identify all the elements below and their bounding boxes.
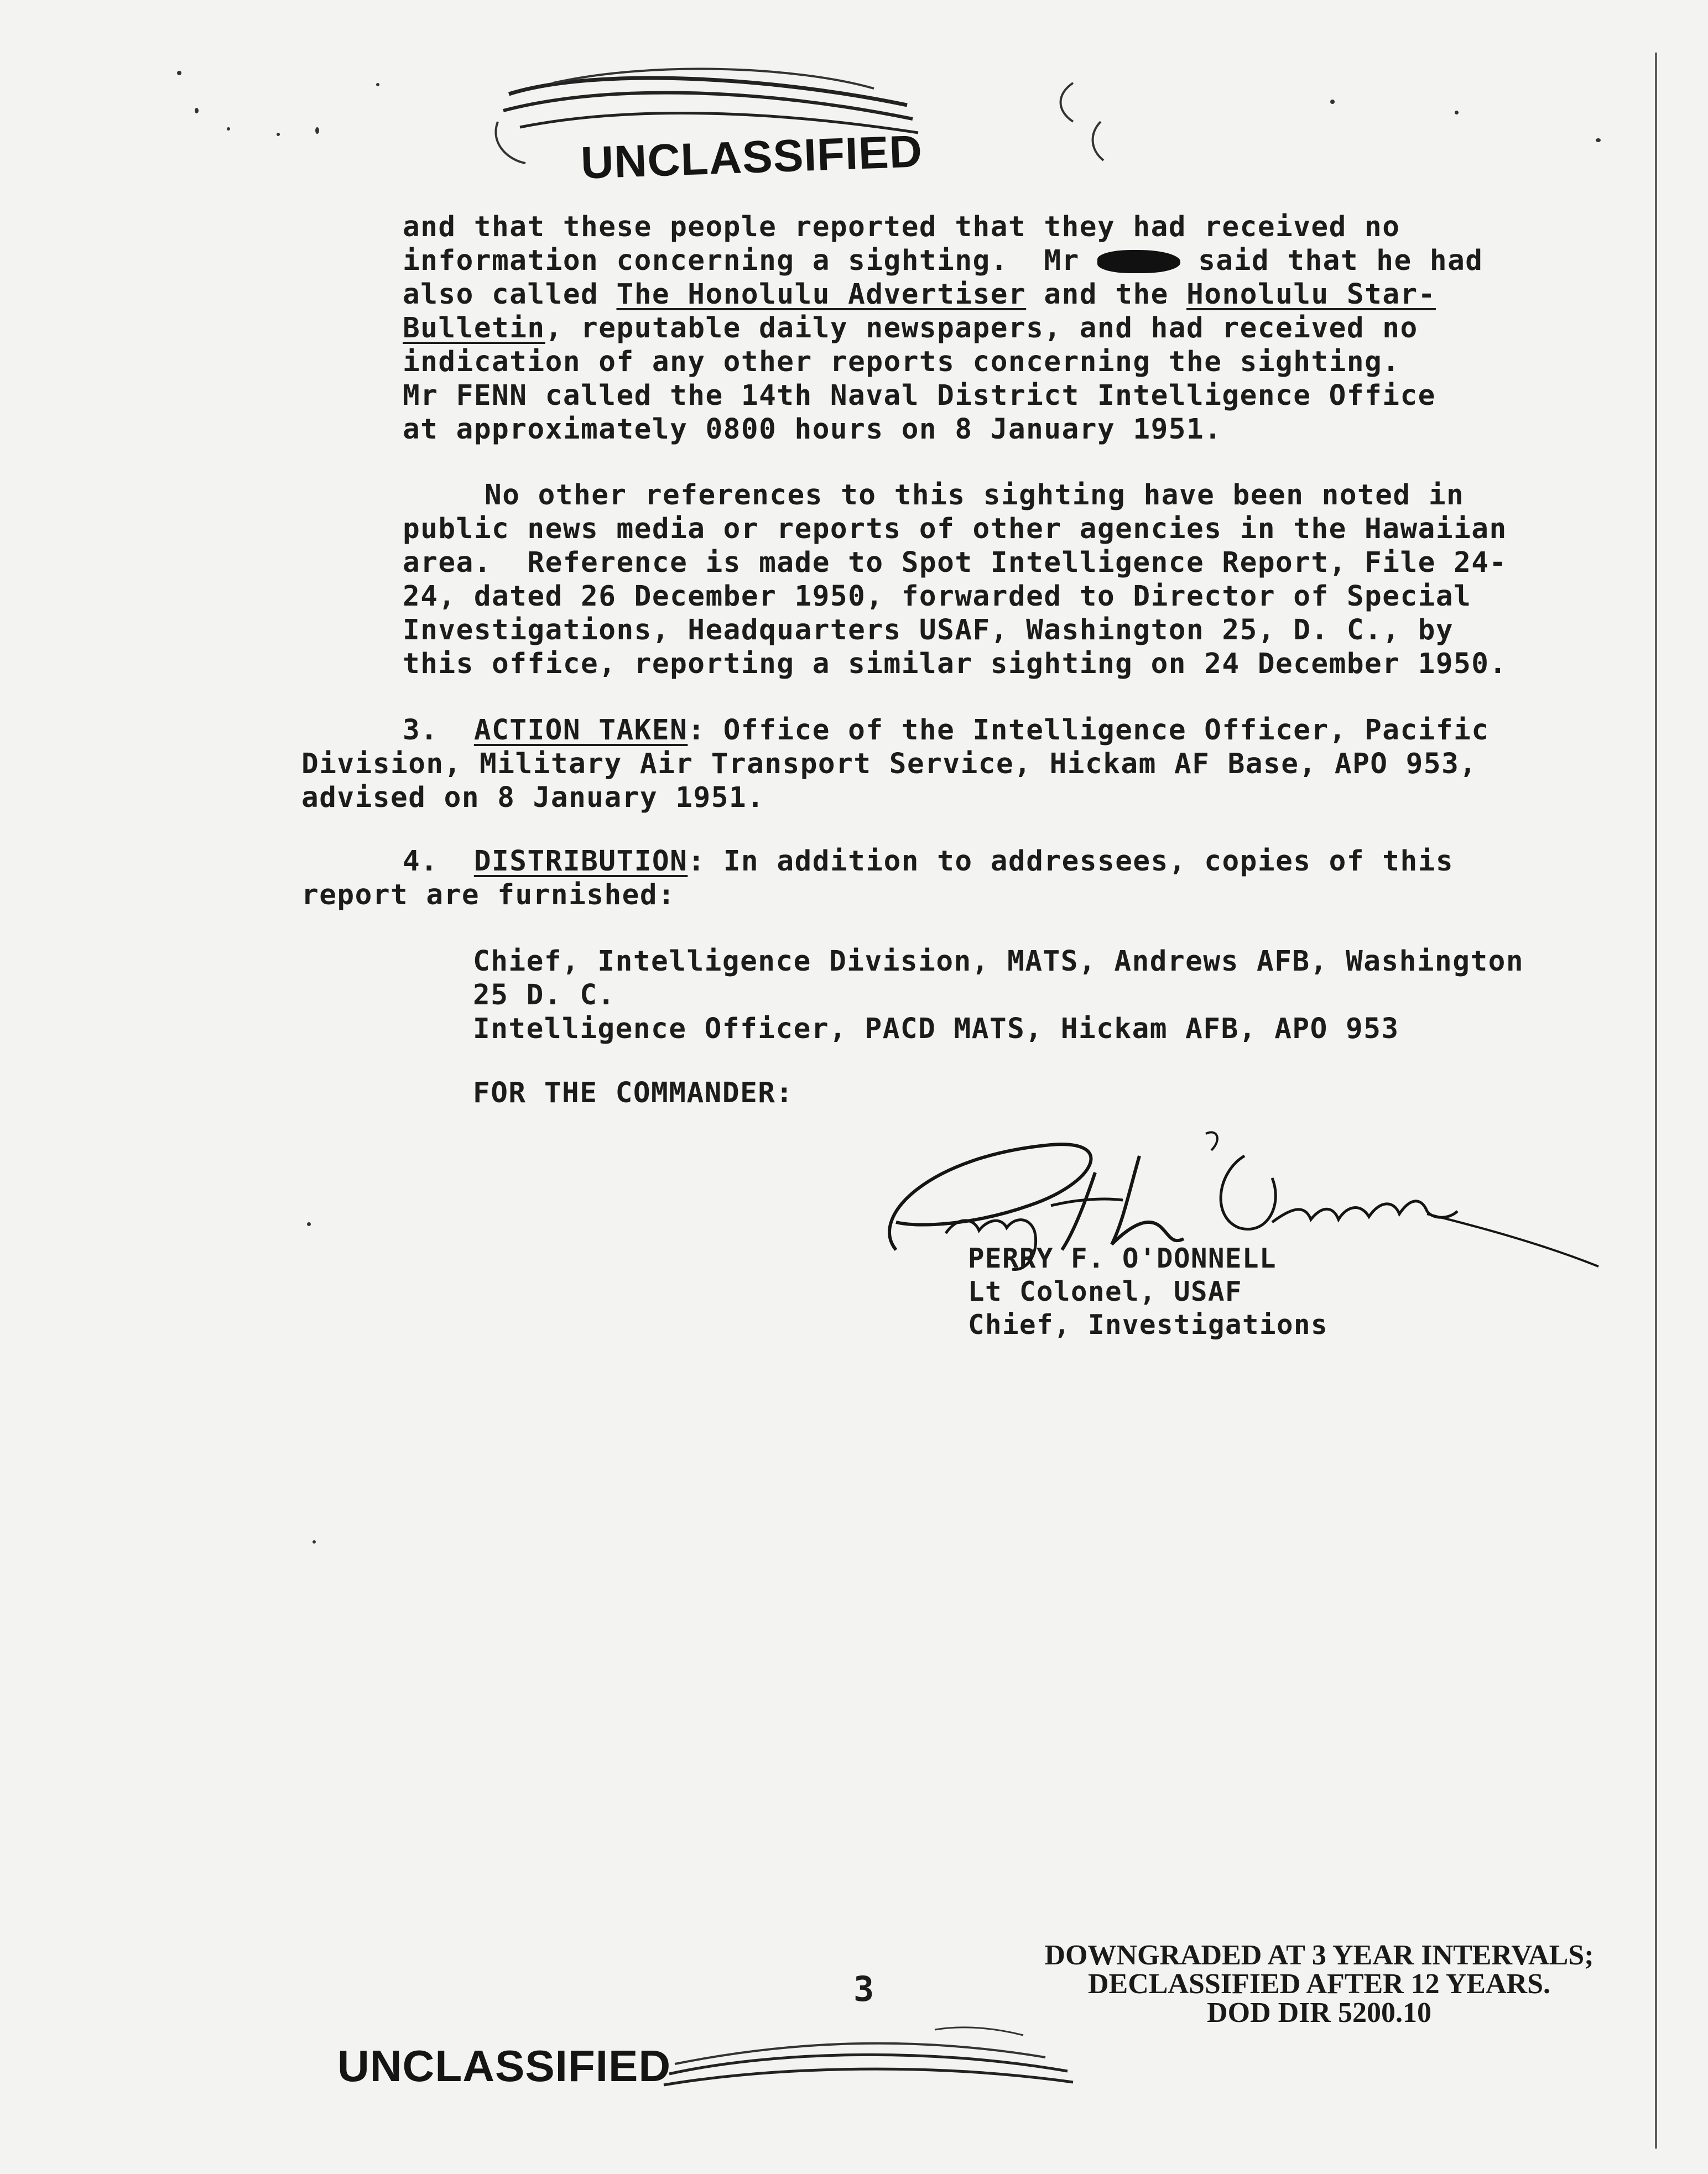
text-line: and that these people reported that they had received no (403, 211, 1400, 243)
classification-stamp-bottom: UNCLASSIFIED (337, 2041, 671, 2090)
text-line: this office, reporting a similar sighting on 24 December 1950. (403, 648, 1507, 680)
for-the-commander: FOR THE COMMANDER: (473, 1077, 794, 1109)
text-line: Division, Military Air Transport Service, Hickam AF Base, APO 953, (301, 748, 1477, 780)
text-span: : In addition to addressees, copies of this (688, 845, 1454, 878)
downgrade-notice (990, 1941, 1648, 2027)
section-heading: ACTION TAKEN (473, 714, 688, 747)
text-line (403, 311, 1418, 345)
scan-speck (376, 83, 379, 86)
text-span: information concerning a sighting. Mr (403, 244, 1080, 277)
struck-marking-scribble (658, 2019, 1079, 2107)
text-line: 24, dated 26 December 1950, forwarded to Director of Special (403, 580, 1472, 613)
text-line: report are furnished: (301, 879, 676, 911)
scan-speck (1596, 138, 1601, 142)
signer-name: PERRY F. O'DONNELL (968, 1243, 1277, 1274)
newspaper-title: Honolulu Star- (1186, 278, 1436, 311)
downgrade-line: DOD DIR 5200.10 (1207, 1997, 1431, 2029)
text-line: area. Reference is made to Spot Intelligence Report, File 24- (403, 546, 1507, 579)
text-line (403, 713, 1490, 747)
text-span: , reputable daily newspapers, and had received no (545, 312, 1418, 345)
scan-speck (177, 71, 181, 75)
bracket-mark (1051, 77, 1117, 166)
scan-speck (313, 1540, 316, 1544)
downgrade-line: DECLASSIFIED AFTER 12 YEARS. (1087, 1968, 1551, 2000)
text-span: : Office of the Intelligence Officer, Pacific (688, 714, 1490, 747)
downgrade-line: DOWNGRADED AT 3 YEAR INTERVALS; (1044, 1940, 1594, 1971)
distribution-item: 25 D. C. (473, 979, 616, 1012)
text-line (403, 278, 1436, 311)
newspaper-title: Bulletin (403, 312, 545, 345)
newspaper-title: The Honolulu Advertiser (616, 278, 1027, 311)
scan-speck (1455, 111, 1459, 114)
paragraph-number: 3. (403, 714, 439, 747)
section-heading: DISTRIBUTION (473, 845, 688, 878)
text-line: Investigations, Headquarters USAF, Washington 25, D. C., by (403, 614, 1454, 647)
text-line: at approximately 0800 hours on 8 January 1951. (403, 413, 1222, 446)
scan-speck (307, 1222, 311, 1226)
scan-speck (315, 127, 319, 134)
text-span: also called (403, 278, 599, 311)
text-line: No other references to this sighting have been noted in (485, 479, 1465, 512)
page-edge-line (1655, 53, 1657, 2149)
distribution-item: Intelligence Officer, PACD MATS, Hickam AFB, APO 953 (473, 1013, 1399, 1045)
scan-speck (195, 108, 199, 113)
redaction-mark (1097, 250, 1180, 273)
scan-speck (227, 127, 230, 131)
paragraph-number: 4. (403, 845, 439, 878)
text-span: and the (1044, 278, 1169, 311)
classification-stamp-top: UNCLASSIFIED (580, 126, 924, 189)
text-line: indication of any other reports concerning the sighting. (403, 346, 1400, 378)
text-line (403, 244, 1483, 278)
text-line (403, 844, 1454, 878)
distribution-item: Chief, Intelligence Division, MATS, Andrews AFB, Washington (473, 945, 1524, 978)
text-line: advised on 8 January 1951. (301, 781, 765, 814)
signer-rank: Lt Colonel, USAF (968, 1276, 1243, 1307)
text-span: said that he had (1198, 244, 1483, 277)
signer-title: Chief, Investigations (968, 1309, 1329, 1341)
scan-speck (1330, 100, 1335, 104)
scan-speck (277, 133, 280, 136)
text-line: public news media or reports of other agencies in the Hawaiian (403, 513, 1507, 545)
text-line: Mr FENN called the 14th Naval District Intelligence Office (403, 379, 1436, 412)
page-number: 3 (853, 1969, 874, 2009)
